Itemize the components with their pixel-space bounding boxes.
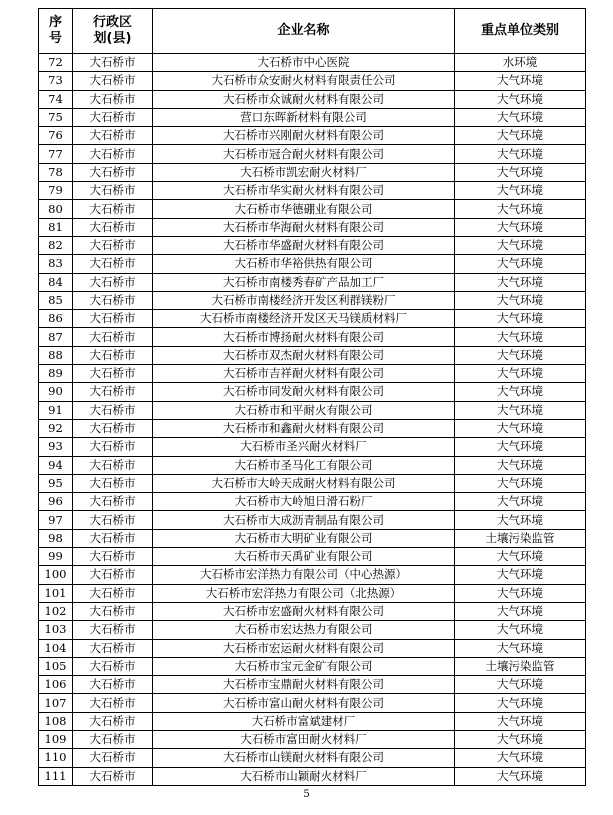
cell-category: 大气环境: [455, 438, 586, 456]
cell-seq: 103: [39, 621, 73, 639]
table-row: [39, 310, 586, 328]
cell-district: 大石桥市: [73, 346, 153, 364]
cell-category: 土壤污染监管: [455, 657, 586, 675]
table-row: [39, 566, 586, 584]
cell-company: 大石桥市同发耐火材料有限公司: [153, 383, 455, 401]
cell-district: 大石桥市: [73, 474, 153, 492]
table-row: [39, 108, 586, 126]
cell-category: 大气环境: [455, 383, 586, 401]
header-seq: 序 号: [39, 9, 73, 54]
cell-seq: 101: [39, 584, 73, 602]
table-row: [39, 90, 586, 108]
cell-company: 大石桥市大明矿业有限公司: [153, 529, 455, 547]
cell-seq: 89: [39, 365, 73, 383]
cell-category: 大气环境: [455, 365, 586, 383]
cell-seq: 92: [39, 419, 73, 437]
cell-seq: 108: [39, 712, 73, 730]
cell-category: 大气环境: [455, 749, 586, 767]
cell-company: 大石桥市宝鼎耐火材料有限公司: [153, 676, 455, 694]
table-row: [39, 182, 586, 200]
cell-company: 大石桥市华海耐火材料有限公司: [153, 218, 455, 236]
cell-district: 大石桥市: [73, 529, 153, 547]
table-row: [39, 657, 586, 675]
table-row: [39, 639, 586, 657]
cell-category: 大气环境: [455, 328, 586, 346]
cell-seq: 99: [39, 548, 73, 566]
cell-company: 大石桥市众安耐火材料有限责任公司: [153, 72, 455, 90]
table-row: [39, 346, 586, 364]
cell-seq: 85: [39, 291, 73, 309]
cell-district: 大石桥市: [73, 584, 153, 602]
cell-company: 大石桥市宏洋热力有限公司（中心热源）: [153, 566, 455, 584]
table-row: [39, 401, 586, 419]
table-row: [39, 548, 586, 566]
cell-district: 大石桥市: [73, 657, 153, 675]
cell-district: 大石桥市: [73, 548, 153, 566]
cell-category: 大气环境: [455, 163, 586, 181]
cell-seq: 74: [39, 90, 73, 108]
cell-company: 大石桥市华实耐火材料有限公司: [153, 182, 455, 200]
table-row: [39, 145, 586, 163]
cell-district: 大石桥市: [73, 511, 153, 529]
cell-category: 大气环境: [455, 419, 586, 437]
cell-company: 大石桥市宏洋热力有限公司（北热源）: [153, 584, 455, 602]
cell-district: 大石桥市: [73, 621, 153, 639]
cell-company: 大石桥市富山耐火材料有限公司: [153, 694, 455, 712]
cell-seq: 75: [39, 108, 73, 126]
cell-district: 大石桥市: [73, 127, 153, 145]
cell-company: 大石桥市南楼经济开发区天马镁质材料厂: [153, 310, 455, 328]
cell-company: 大石桥市天禹矿业有限公司: [153, 548, 455, 566]
table-row: [39, 584, 586, 602]
cell-category: 大气环境: [455, 456, 586, 474]
table-row: [39, 54, 586, 72]
cell-district: 大石桥市: [73, 236, 153, 254]
header-district: 行政区 划(县): [73, 9, 153, 54]
cell-category: 大气环境: [455, 694, 586, 712]
cell-category: 大气环境: [455, 584, 586, 602]
cell-company: 大石桥市华盛耐火材料有限公司: [153, 236, 455, 254]
cell-category: 大气环境: [455, 72, 586, 90]
cell-company: 大石桥市冠合耐火材料有限公司: [153, 145, 455, 163]
cell-district: 大石桥市: [73, 639, 153, 657]
table-row: [39, 365, 586, 383]
cell-district: 大石桥市: [73, 328, 153, 346]
table-row: [39, 218, 586, 236]
cell-category: 大气环境: [455, 474, 586, 492]
cell-seq: 104: [39, 639, 73, 657]
cell-category: 大气环境: [455, 767, 586, 785]
cell-category: 土壤污染监管: [455, 529, 586, 547]
header-category: 重点单位类别: [455, 9, 586, 54]
cell-district: 大石桥市: [73, 712, 153, 730]
cell-category: 大气环境: [455, 346, 586, 364]
table-row: [39, 602, 586, 620]
cell-company: 大石桥市华裕供热有限公司: [153, 255, 455, 273]
cell-seq: 76: [39, 127, 73, 145]
cell-district: 大石桥市: [73, 493, 153, 511]
cell-district: 大石桥市: [73, 90, 153, 108]
page-number: 5: [303, 789, 310, 800]
table-row: [39, 474, 586, 492]
cell-district: 大石桥市: [73, 419, 153, 437]
cell-category: 大气环境: [455, 493, 586, 511]
cell-district: 大石桥市: [73, 749, 153, 767]
cell-seq: 91: [39, 401, 73, 419]
cell-district: 大石桥市: [73, 218, 153, 236]
table-row: [39, 291, 586, 309]
table-header-row: [39, 9, 586, 54]
cell-seq: 88: [39, 346, 73, 364]
table-row: [39, 127, 586, 145]
cell-seq: 94: [39, 456, 73, 474]
table-row: [39, 383, 586, 401]
cell-seq: 98: [39, 529, 73, 547]
cell-company: 大石桥市富斌建材厂: [153, 712, 455, 730]
cell-seq: 73: [39, 72, 73, 90]
cell-district: 大石桥市: [73, 291, 153, 309]
table-row: [39, 712, 586, 730]
table-row: [39, 676, 586, 694]
cell-seq: 86: [39, 310, 73, 328]
cell-seq: 111: [39, 767, 73, 785]
cell-seq: 81: [39, 218, 73, 236]
cell-seq: 105: [39, 657, 73, 675]
cell-seq: 79: [39, 182, 73, 200]
cell-category: 大气环境: [455, 145, 586, 163]
cell-category: 大气环境: [455, 236, 586, 254]
cell-company: 营口东晖新材料有限公司: [153, 108, 455, 126]
cell-company: 大石桥市大成沥青制品有限公司: [153, 511, 455, 529]
cell-company: 大石桥市博扬耐火材料有限公司: [153, 328, 455, 346]
cell-district: 大石桥市: [73, 108, 153, 126]
cell-category: 大气环境: [455, 676, 586, 694]
cell-district: 大石桥市: [73, 676, 153, 694]
cell-seq: 100: [39, 566, 73, 584]
cell-district: 大石桥市: [73, 730, 153, 748]
table-row: [39, 419, 586, 437]
cell-category: 大气环境: [455, 182, 586, 200]
cell-district: 大石桥市: [73, 182, 153, 200]
table-body: [39, 54, 586, 786]
cell-category: 大气环境: [455, 310, 586, 328]
table-row: [39, 255, 586, 273]
cell-seq: 106: [39, 676, 73, 694]
cell-category: 大气环境: [455, 90, 586, 108]
cell-seq: 72: [39, 54, 73, 72]
cell-seq: 83: [39, 255, 73, 273]
cell-company: 大石桥市富田耐火材料厂: [153, 730, 455, 748]
cell-district: 大石桥市: [73, 255, 153, 273]
cell-district: 大石桥市: [73, 163, 153, 181]
cell-district: 大石桥市: [73, 200, 153, 218]
cell-company: 大石桥市众诚耐火材料有限公司: [153, 90, 455, 108]
cell-category: 大气环境: [455, 291, 586, 309]
cell-company: 大石桥市华德硼业有限公司: [153, 200, 455, 218]
cell-category: 大气环境: [455, 730, 586, 748]
table-row: [39, 236, 586, 254]
table-row: [39, 767, 586, 785]
table-row: [39, 328, 586, 346]
table-row: [39, 511, 586, 529]
cell-company: 大石桥市宏达热力有限公司: [153, 621, 455, 639]
cell-company: 大石桥市兴刚耐火材料有限公司: [153, 127, 455, 145]
cell-company: 大石桥市山镁耐火材料有限公司: [153, 749, 455, 767]
cell-category: 大气环境: [455, 218, 586, 236]
cell-district: 大石桥市: [73, 145, 153, 163]
cell-district: 大石桥市: [73, 401, 153, 419]
cell-district: 大石桥市: [73, 438, 153, 456]
table-row: [39, 493, 586, 511]
table-row: [39, 200, 586, 218]
cell-company: 大石桥市大岭旭日滑石粉厂: [153, 493, 455, 511]
cell-seq: 77: [39, 145, 73, 163]
table-row: [39, 163, 586, 181]
cell-company: 大石桥市中心医院: [153, 54, 455, 72]
cell-category: 大气环境: [455, 127, 586, 145]
table-row: [39, 72, 586, 90]
table-row: [39, 456, 586, 474]
cell-company: 大石桥市大岭天成耐火材料有限公司: [153, 474, 455, 492]
cell-seq: 93: [39, 438, 73, 456]
cell-district: 大石桥市: [73, 273, 153, 291]
cell-district: 大石桥市: [73, 694, 153, 712]
cell-category: 大气环境: [455, 255, 586, 273]
cell-category: 大气环境: [455, 566, 586, 584]
cell-category: 大气环境: [455, 639, 586, 657]
cell-company: 大石桥市宏盛耐火材料有限公司: [153, 602, 455, 620]
cell-district: 大石桥市: [73, 456, 153, 474]
cell-category: 大气环境: [455, 108, 586, 126]
cell-category: 大气环境: [455, 602, 586, 620]
cell-district: 大石桥市: [73, 54, 153, 72]
cell-company: 大石桥市南楼秀春矿产品加工厂: [153, 273, 455, 291]
cell-company: 大石桥市圣马化工有限公司: [153, 456, 455, 474]
cell-district: 大石桥市: [73, 365, 153, 383]
cell-seq: 78: [39, 163, 73, 181]
cell-company: 大石桥市南楼经济开发区利群镁粉厂: [153, 291, 455, 309]
table-row: [39, 529, 586, 547]
cell-company: 大石桥市双杰耐火材料有限公司: [153, 346, 455, 364]
cell-category: 大气环境: [455, 401, 586, 419]
cell-category: 大气环境: [455, 511, 586, 529]
cell-district: 大石桥市: [73, 72, 153, 90]
cell-category: 大气环境: [455, 200, 586, 218]
cell-company: 大石桥市山颖耐火材料厂: [153, 767, 455, 785]
cell-category: 大气环境: [455, 273, 586, 291]
cell-seq: 96: [39, 493, 73, 511]
cell-company: 大石桥市和鑫耐火材料有限公司: [153, 419, 455, 437]
cell-company: 大石桥市吉祥耐火材料有限公司: [153, 365, 455, 383]
cell-category: 大气环境: [455, 712, 586, 730]
cell-seq: 87: [39, 328, 73, 346]
cell-company: 大石桥市凯宏耐火材料厂: [153, 163, 455, 181]
cell-seq: 95: [39, 474, 73, 492]
cell-seq: 102: [39, 602, 73, 620]
cell-company: 大石桥市宏运耐火材料有限公司: [153, 639, 455, 657]
cell-seq: 109: [39, 730, 73, 748]
header-company: 企业名称: [153, 9, 455, 54]
cell-district: 大石桥市: [73, 566, 153, 584]
cell-seq: 82: [39, 236, 73, 254]
cell-district: 大石桥市: [73, 602, 153, 620]
cell-seq: 107: [39, 694, 73, 712]
cell-seq: 110: [39, 749, 73, 767]
table-row: [39, 730, 586, 748]
enterprise-table: [38, 8, 586, 786]
cell-district: 大石桥市: [73, 767, 153, 785]
cell-district: 大石桥市: [73, 383, 153, 401]
cell-company: 大石桥市宝元金矿有限公司: [153, 657, 455, 675]
cell-category: 大气环境: [455, 621, 586, 639]
cell-seq: 97: [39, 511, 73, 529]
cell-category: 大气环境: [455, 548, 586, 566]
table-row: [39, 438, 586, 456]
cell-seq: 90: [39, 383, 73, 401]
cell-company: 大石桥市圣兴耐火材料厂: [153, 438, 455, 456]
table-row: [39, 273, 586, 291]
table-row: [39, 621, 586, 639]
cell-seq: 84: [39, 273, 73, 291]
cell-district: 大石桥市: [73, 310, 153, 328]
cell-category: 水环境: [455, 54, 586, 72]
cell-company: 大石桥市和平耐火有限公司: [153, 401, 455, 419]
table-row: [39, 749, 586, 767]
table-row: [39, 694, 586, 712]
cell-seq: 80: [39, 200, 73, 218]
